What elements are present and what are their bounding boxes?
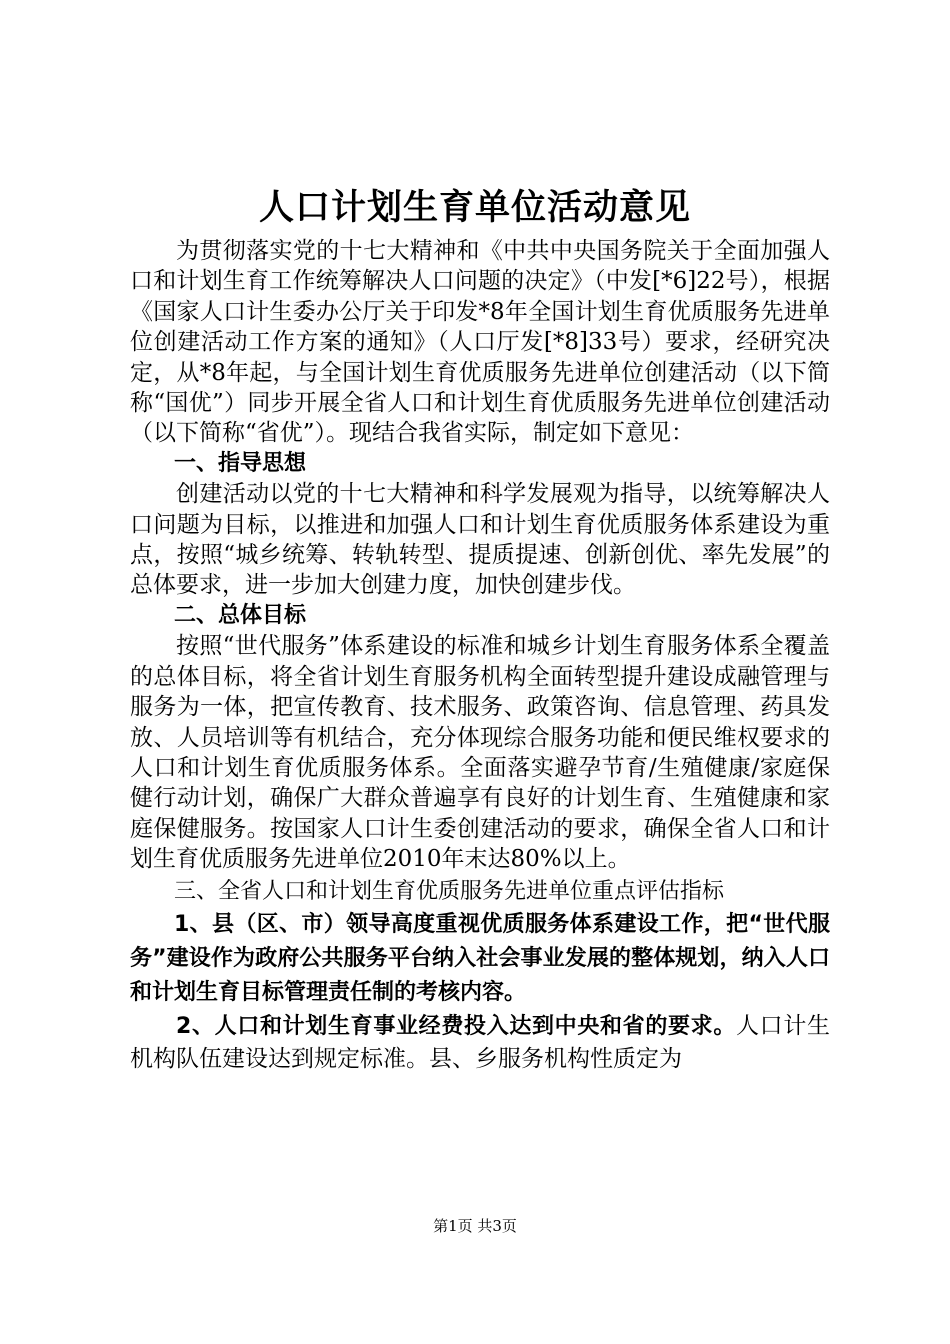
intro-paragraph: 为贯彻落实党的十七大精神和《中共中央国务院关于全面加强人口和计划生育工作统筹解决人口问题的决定》（中发[*6]22号），根据《国家人口计生委办公厅关于印发*8年全国计划生育优质服务先进单位创建活动工作方案的通知》（人口厅发[*8]33号）要求，经研究决定，从*8年起，与全国计划生育优质服务先进单位创建活动（以下简称“国优”）同步开展全省人口和计划生育优质服务先进单位创建活动（以下简称“省优”）。现结合我省实际，制定如下意见：: [130, 238, 830, 447]
overall-goal-paragraph: 按照“世代服务”体系建设的标准和城乡计划生育服务体系全覆盖的总体目标，将全省计划生育服务机构全面转型提升建设成融管理与服务为一体，把宣传教育、技术服务、政策咨询、信息管理、药具发放、人员培训等有机结合，充分体现综合服务功能和便民维权要求的人口和计划生育优质服务体系。全面落实避孕节育/生殖健康/家庭保健行动计划，确保广大群众普遍享有良好的计划生育、生殖健康和家庭保健服务。按国家人口计生委创建活动的要求，确保全省人口和计划生育优质服务先进单位2010年末达80%以上。: [130, 633, 830, 873]
page-footer: 第1页 共3页: [433, 1217, 517, 1235]
indicator-item-2: [130, 1010, 830, 1075]
document-title: 人口计划生育单位活动意见: [258, 188, 691, 228]
section-heading-overall-goal: 二、总体目标: [174, 602, 307, 628]
indicator-item-2-lead: 2、人口和计划生育事业经费投入达到中央和省的要求。: [176, 1013, 736, 1039]
section-heading-evaluation-indicators: 三、全省人口和计划生育优质服务先进单位重点评估指标: [174, 878, 725, 904]
indicator-item-2-rest: 人口计生机构队伍建设达到规定标准。县、乡服务机构性质定为: [130, 1012, 831, 1072]
guiding-ideology-paragraph: 创建活动以党的十七大精神和科学发展观为指导，以统筹解决人口问题为目标，以推进和加强人口和计划生育优质服务体系建设为重点，按照“城乡统筹、转轨转型、提质提速、创新创优、率先发展”的总体要求，进一步加大创建力度，加快创建步伐。: [130, 481, 830, 599]
indicator-item-1: 1、县（区、市）领导高度重视优质服务体系建设工作，把“世代服务”建设作为政府公共服务平台纳入社会事业发展的整体规划，纳入人口和计划生育目标管理责任制的考核内容。: [130, 911, 830, 1005]
document-body: [130, 236, 830, 1075]
section-heading-guiding-ideology: 一、指导思想: [174, 450, 307, 476]
